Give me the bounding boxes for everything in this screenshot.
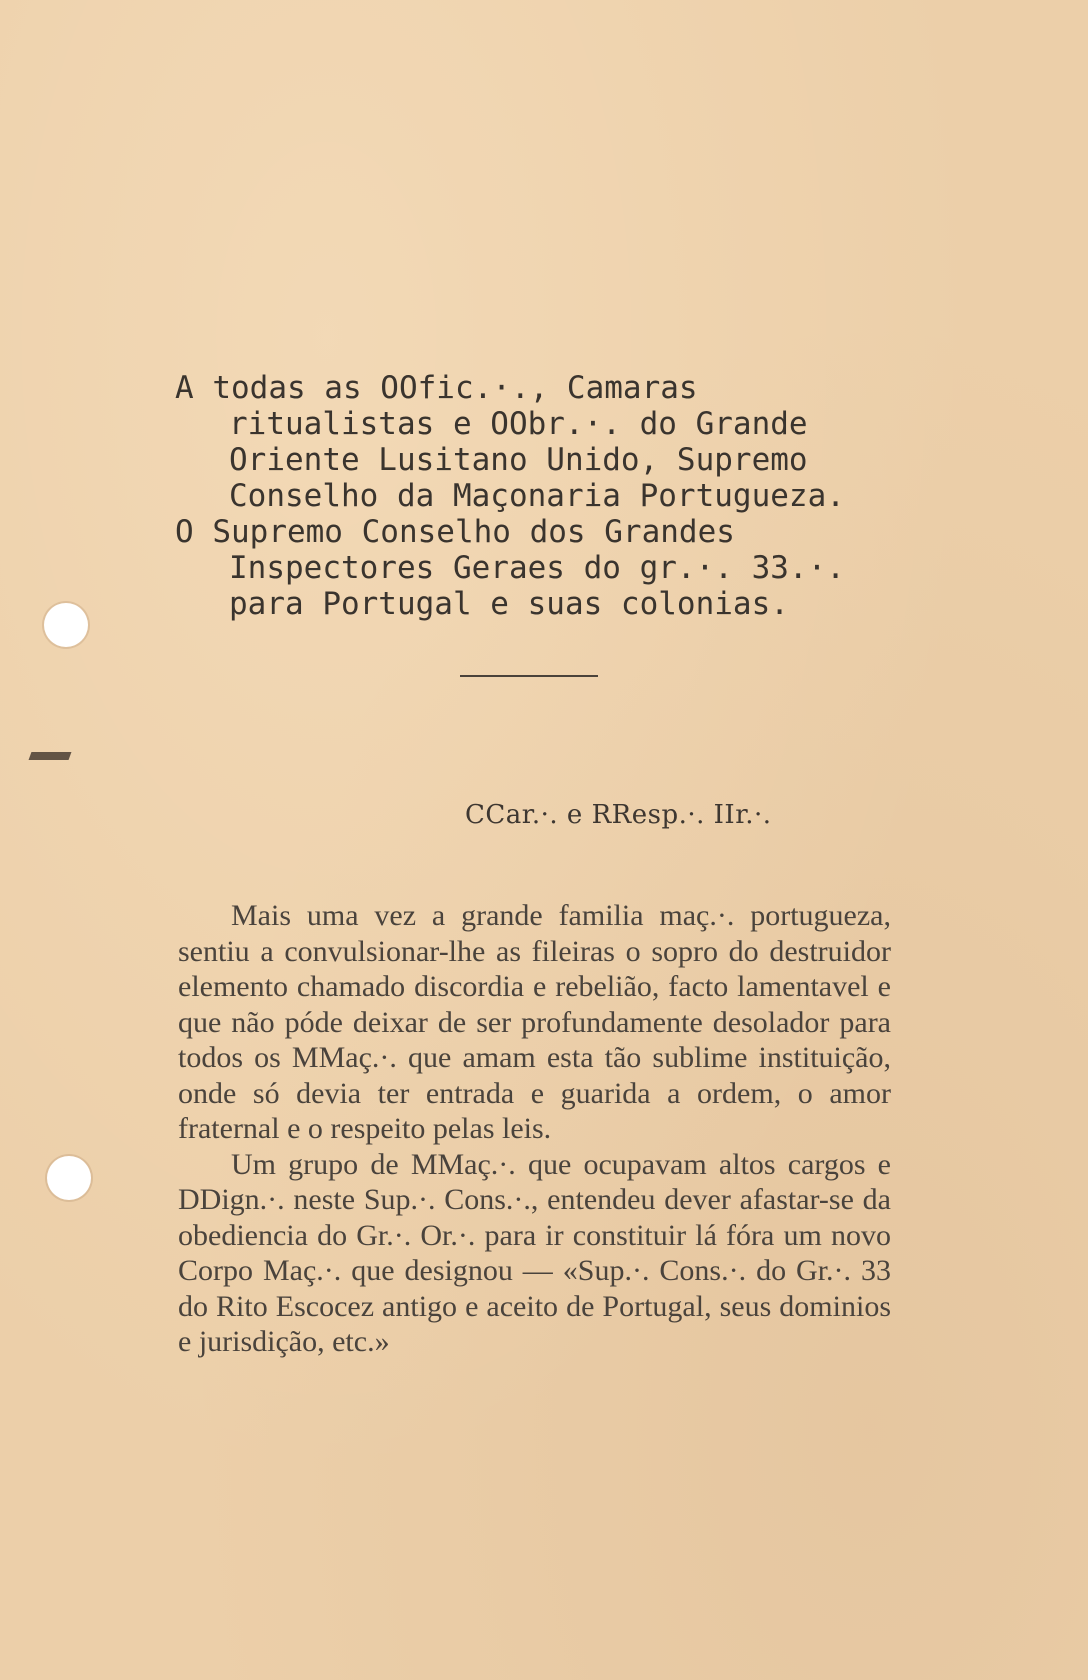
- address-block: [175, 370, 895, 622]
- paragraph: Mais uma vez a grande familia maç.·. portugueza, sentiu a convulsionar-lhe as fileiras o sopro do destruidor elemento chamado discordia e rebelião, facto lamentavel e que não póde deixar de ser profundamente desolador para todos os MMaç.·. que amam esta tão sublime instituição, onde só devia ter entrada e guarida a ordem, o amor fraternal e o respeito pelas leis.: [178, 899, 891, 1145]
- address-sender: O Supremo Conselho dos Grandes Inspectores Geraes do gr.·. 33.·. para Portugal e suas colonias.: [175, 514, 845, 622]
- letter-body: [178, 898, 891, 1360]
- divider-rule: [460, 675, 598, 677]
- punch-hole: [44, 603, 88, 647]
- punch-hole: [47, 1156, 91, 1200]
- paragraph: Um grupo de MMaç.·. que ocupavam altos cargos e DDign.·. neste Sup.·. Cons.·., entendeu dever afastar-se da obediencia do Gr.·. Or.·. para ir constituir lá fóra um novo Corpo Maç.·. que designou — «Sup.·. Cons.·. do Gr.·. 33 do Rito Escocez antigo e aceito de Portugal, seus dominios e jurisdição, etc.»: [178, 1147, 891, 1358]
- address-recipients: A todas as OOfic.·., Camaras ritualistas e OObr.·. do Grande Oriente Lusitano Unido, Supremo Conselho da Maçonaria Portugueza.: [175, 370, 845, 514]
- salutation: CCar.·. e RResp.·. IIr.·.: [465, 800, 772, 830]
- paper-mark: [29, 752, 72, 760]
